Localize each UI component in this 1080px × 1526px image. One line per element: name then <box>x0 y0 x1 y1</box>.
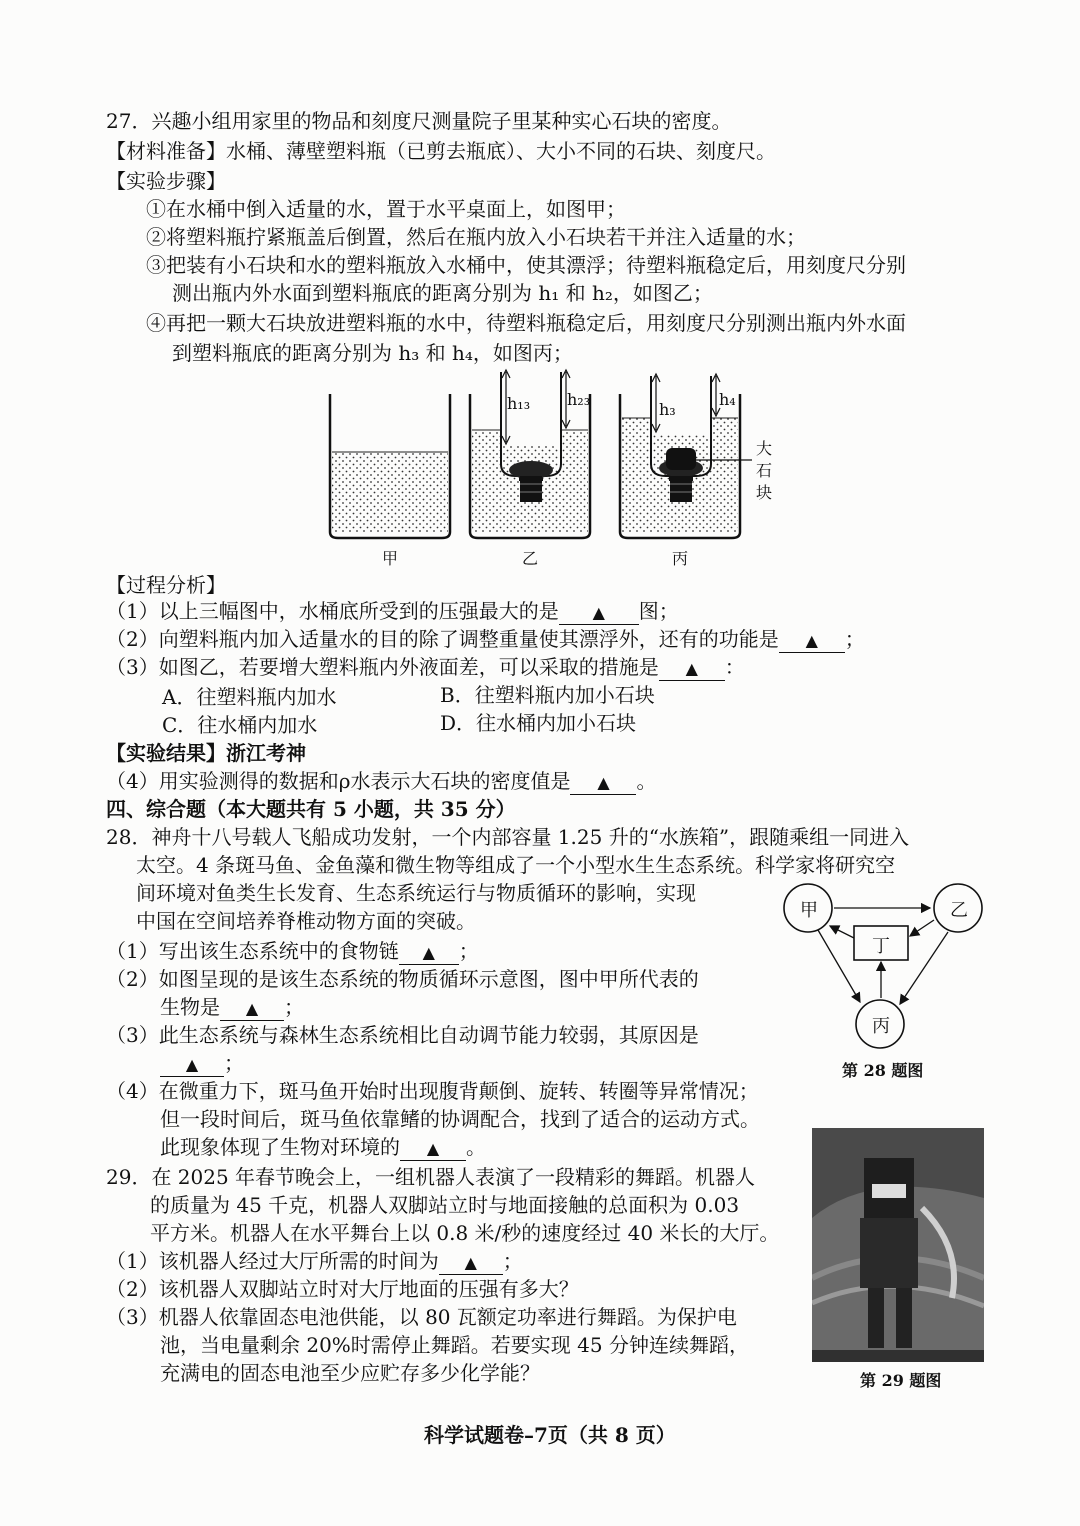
q27-result-heading: 【实验结果】浙江考神 <box>106 741 306 765</box>
node-ding: 丁 <box>872 936 890 957</box>
q27-a4-post: 。 <box>636 769 657 793</box>
page-footer: 科学试题卷–7页（共 8 页） <box>424 1423 676 1447</box>
q27-a4 <box>106 768 656 795</box>
q27-a3-post: ： <box>724 655 745 679</box>
q27-option-c: C．往水桶内加水 <box>162 713 318 737</box>
label-h13: h₁₃ <box>507 394 531 413</box>
triangle-mark: ▲ <box>185 1055 199 1074</box>
q28-p4a: （4）在微重力下，斑马鱼开始时出现腹背颠倒、旋转、转圈等异常情况； <box>106 1079 759 1103</box>
answer-blank[interactable] <box>559 600 639 625</box>
q27-a2-text: （2）向塑料瓶内加入适量水的目的除了调整重量使其漂浮外，还有的功能是 <box>106 627 779 651</box>
q28-p4c <box>160 1134 486 1161</box>
triangle-mark: ▲ <box>592 603 605 622</box>
q29-p3b: 池，当电量剩余 20%时需停止舞蹈。若要实现 45 分钟连续舞蹈， <box>160 1333 749 1357</box>
q28-p3b <box>160 1050 244 1077</box>
answer-blank[interactable] <box>779 628 845 653</box>
q28-p3b-post: ； <box>224 1051 244 1075</box>
q27-option-a: A．往塑料瓶内加水 <box>162 685 337 709</box>
answer-blank[interactable] <box>399 940 459 965</box>
q27-a2 <box>106 626 865 653</box>
q28-p2b-post: ； <box>284 995 304 1019</box>
node-yi: 乙 <box>950 900 968 921</box>
q28-p2b <box>160 994 304 1021</box>
q27-step4b: 到塑料瓶底的距离分别为 h₃ 和 h₄，如图丙； <box>172 341 573 365</box>
q27-a1-text: （1）以上三幅图中，水桶底所受到的压强最大的是 <box>106 599 559 623</box>
section-4-heading: 四、综合题（本大题共有 5 小题，共 35 分） <box>106 797 516 821</box>
q28-p1-post: ； <box>458 939 479 963</box>
q29-p1-post: ； <box>502 1249 523 1273</box>
q27-a2-post: ； <box>844 627 865 651</box>
label-h23: h₂₃ <box>567 390 591 409</box>
triangle-mark: ▲ <box>426 1139 440 1158</box>
label-h4: h₄ <box>719 390 736 409</box>
q28-figure-caption: 第 28 题图 <box>842 1061 924 1080</box>
q27-step2: ②将塑料瓶拧紧瓶盖后倒置，然后在瓶内放入小石块若干并注入适量的水； <box>146 225 806 249</box>
q27-a3 <box>106 654 745 681</box>
answer-blank[interactable] <box>659 656 725 681</box>
label-jia: 甲 <box>382 549 399 568</box>
q28-p2a: （2）如图呈现的是该生态系统的物质循环示意图，图中甲所代表的 <box>106 967 699 991</box>
label-bing: 丙 <box>672 549 689 568</box>
label-yi: 乙 <box>522 549 539 568</box>
q29-line2: 的质量为 45 千克，机器人双脚站立时与地面接触的总面积为 0.03 <box>150 1193 740 1217</box>
q29-p1 <box>106 1248 523 1275</box>
q28-p4c-text: 此现象体现了生物对环境的 <box>160 1135 400 1159</box>
label-h3: h₃ <box>659 400 676 419</box>
q29-p3a: （3）机器人依靠固态电池供能，以 80 瓦额定功率进行舞蹈。为保护电 <box>106 1305 737 1329</box>
q28-line4: 中国在空间培养脊椎动物方面的突破。 <box>136 909 476 933</box>
q27-title: 27．兴趣小组用家里的物品和刻度尺测量院子里某种实心石块的密度。 <box>106 109 732 133</box>
q29-p3c: 充满电的固态电池至少应贮存多少化学能？ <box>160 1361 540 1385</box>
triangle-mark: ▲ <box>597 773 610 792</box>
triangle-mark: ▲ <box>805 631 818 650</box>
q29-p2: （2）该机器人双脚站立时对大厅地面的压强有多大？ <box>106 1277 579 1301</box>
q28-p4c-post: 。 <box>466 1135 486 1159</box>
q28-line1: 28．神舟十八号载人飞船成功发射，一个内部容量 1.25 升的“水族箱”，跟随乘组一同进入 <box>106 825 910 849</box>
q27-analysis-heading: 【过程分析】 <box>106 573 226 597</box>
answer-blank[interactable] <box>439 1250 503 1275</box>
q27-step3a: ③把装有小石块和水的塑料瓶放入水桶中，使其漂浮；待塑料瓶稳定后，用刻度尺分别 <box>146 253 906 277</box>
q28-line3: 间环境对鱼类生长发育、生态系统运行与物质循环的影响，实现 <box>136 881 696 905</box>
triangle-mark: ▲ <box>422 943 435 962</box>
q28-p1 <box>106 938 479 965</box>
q27-a4-text: （4）用实验测得的数据和ρ水表示大石块的密度值是 <box>106 769 571 793</box>
q29-figure-caption: 第 29 题图 <box>860 1371 942 1390</box>
q27-option-b: B．往塑料瓶内加小石块 <box>440 683 655 707</box>
answer-blank[interactable] <box>570 770 636 795</box>
q27-materials: 【材料准备】水桶、薄壁塑料瓶（已剪去瓶底）、大小不同的石块、刻度尺。 <box>106 139 776 163</box>
bucket-jia <box>330 394 450 538</box>
node-jia: 甲 <box>800 900 818 921</box>
q28-p2b-text: 生物是 <box>160 995 220 1019</box>
robot-dance-photo <box>812 1128 984 1362</box>
q27-step4a: ④再把一颗大石块放进塑料瓶的水中，待塑料瓶稳定后，用刻度尺分别测出瓶内外水面 <box>146 311 906 335</box>
q27-step1: ①在水桶中倒入适量的水，置于水平桌面上，如图甲； <box>146 197 626 221</box>
answer-blank[interactable] <box>160 1052 224 1077</box>
q29-line3: 平方米。机器人在水平舞台上以 0.8 米/秒的速度经过 40 米长的大厅。 <box>150 1221 780 1245</box>
label-big-stone: 大石块 <box>756 439 773 502</box>
q28-line2: 太空。4 条斑马鱼、金鱼藻和微生物等组成了一个小型水生生态系统。科学家将研究空 <box>136 853 896 877</box>
q29-p1-text: （1）该机器人经过大厅所需的时间为 <box>106 1249 439 1273</box>
q27-a3-text: （3）如图乙，若要增大塑料瓶内外液面差，可以采取的措施是 <box>106 655 659 679</box>
answer-blank[interactable] <box>400 1136 466 1161</box>
answer-blank[interactable] <box>220 996 284 1021</box>
q27-a1 <box>106 598 679 625</box>
q28-p1-text: （1）写出该生态系统中的食物链 <box>106 939 399 963</box>
triangle-mark: ▲ <box>464 1253 477 1272</box>
q27-a1-post: 图； <box>638 599 679 623</box>
q28-p3a: （3）此生态系统与森林生态系统相比自动调节能力较弱，其原因是 <box>106 1023 699 1047</box>
q28-p4b: 但一段时间后，斑马鱼依靠鳍的协调配合，找到了适合的运动方式。 <box>160 1107 760 1131</box>
triangle-mark: ▲ <box>245 999 259 1018</box>
q27-steps-heading: 【实验步骤】 <box>106 169 226 193</box>
q27-option-d: D．往水桶内加小石块 <box>440 711 637 735</box>
triangle-mark: ▲ <box>685 659 698 678</box>
q27-step3b: 测出瓶内外水面到塑料瓶底的距离分别为 h₁ 和 h₂，如图乙； <box>172 281 713 305</box>
q29-line1: 29．在 2025 年春节晚会上，一组机器人表演了一段精彩的舞蹈。机器人 <box>106 1165 756 1189</box>
node-bing: 丙 <box>872 1016 890 1037</box>
